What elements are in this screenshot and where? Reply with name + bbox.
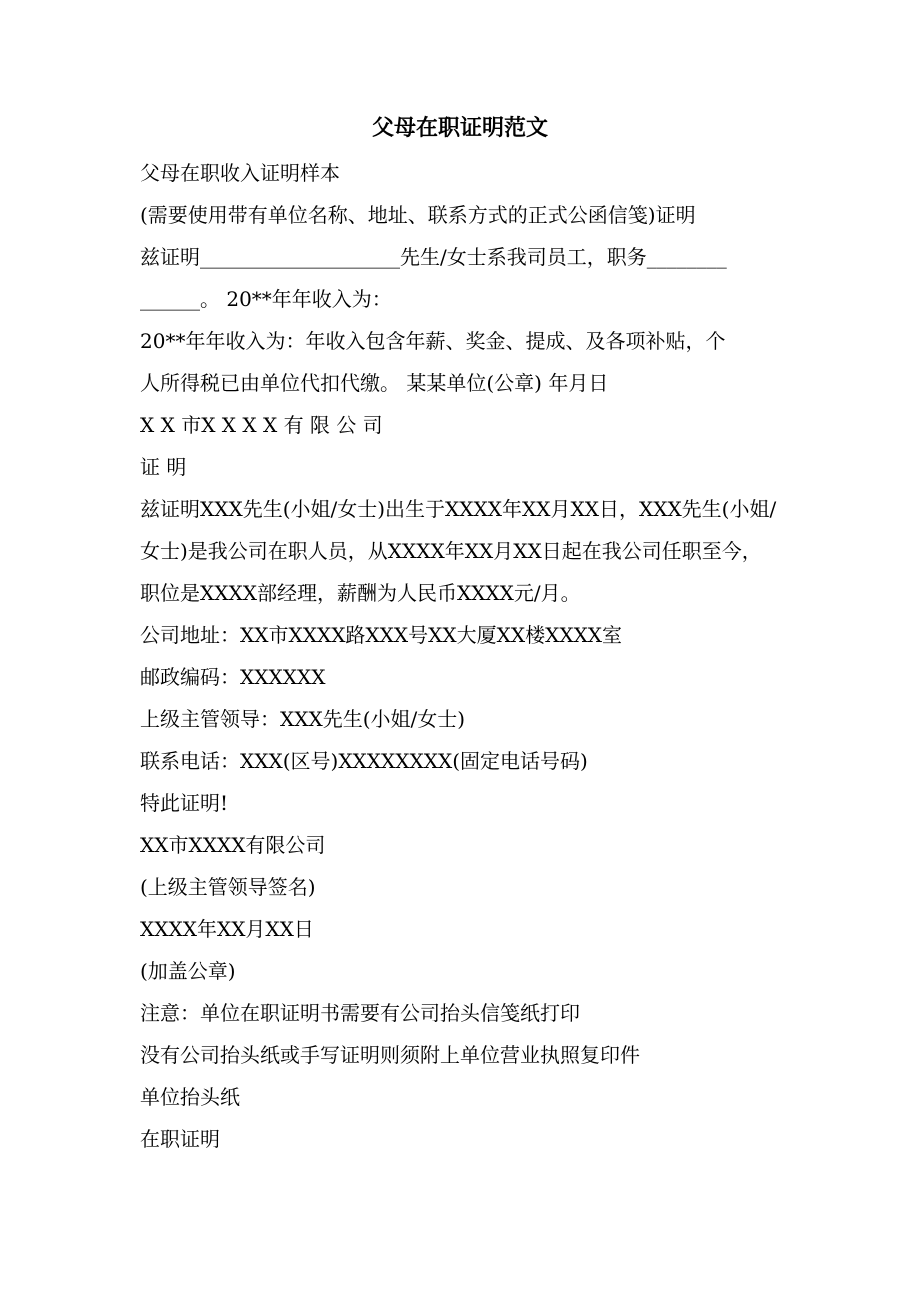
document-title: 父母在职证明范文	[371, 115, 548, 141]
text-line: 特此证明!	[140, 791, 229, 815]
text-line: 没有公司抬头纸或手写证明则须附上单位营业执照复印件	[140, 1043, 640, 1067]
text-line: 公司地址：XX市XXXX路XXX号XX大厦XX楼XXXX室	[140, 623, 623, 647]
text-line: 兹证明____________________先生/女士系我司员工，职务________	[140, 245, 727, 269]
text-line: 职位是XXXX部经理，薪酬为人民币XXXX元/月。	[140, 581, 581, 605]
text-line: ______。 20**年年收入为：	[140, 287, 392, 311]
text-line: 女士)是我公司在职人员，从XXXX年XX月XX日起在我公司任职至今，	[140, 539, 762, 563]
text-line: XX市XXXX有限公司	[140, 833, 326, 857]
text-line: 邮政编码：XXXXXX	[140, 665, 326, 689]
text-line: 在职证明	[140, 1127, 220, 1151]
text-line: (上级主管领导签名)	[140, 875, 316, 899]
document-body	[140, 152, 800, 1160]
text-line: 20**年年收入为：年收入包含年薪、奖金、提成、及各项补贴，个	[140, 329, 726, 353]
text-line: 父母在职收入证明样本	[140, 161, 340, 185]
text-line: 单位抬头纸	[140, 1085, 240, 1109]
text-line: (需要使用带有单位名称、地址、联系方式的正式公函信笺)证明	[140, 203, 696, 227]
text-line: XXXX年XX月XX日	[140, 917, 314, 941]
text-line: 兹证明XXX先生(小姐/女士)出生于XXXX年XX月XX日，XXX先生(小姐/	[140, 497, 777, 521]
text-line: (加盖公章)	[140, 959, 236, 983]
text-line: 人所得税已由单位代扣代缴。 某某单位(公章) 年月日	[140, 371, 609, 395]
text-line: 联系电话：XXX(区号)XXXXXXXX(固定电话号码)	[140, 749, 588, 773]
text-line: 上级主管领导：XXX先生(小姐/女士)	[140, 707, 466, 731]
text-line: X X 市X X X X 有 限 公 司	[140, 413, 383, 437]
text-line: 证 明	[140, 455, 187, 479]
text-line: 注意：单位在职证明书需要有公司抬头信笺纸打印	[140, 1001, 580, 1025]
